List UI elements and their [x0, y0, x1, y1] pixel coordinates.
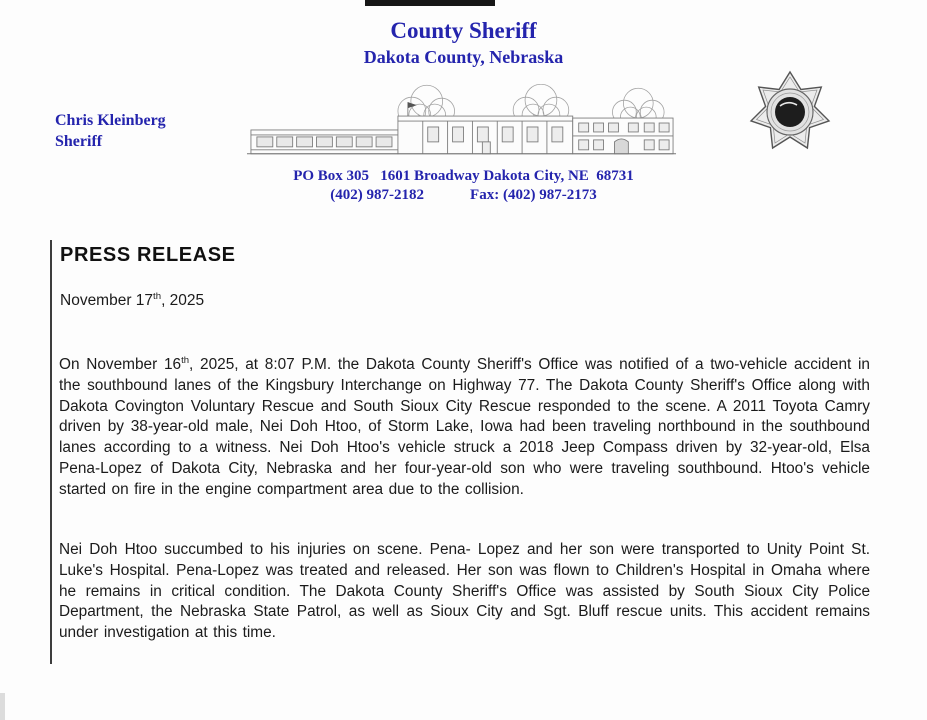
release-date-ordinal: th — [153, 290, 162, 302]
release-date-prefix: November 17 — [60, 292, 154, 309]
press-paragraph-2 — [59, 540, 870, 644]
agency-subtitle: Dakota County, Nebraska — [363, 47, 564, 67]
phone-fax-line — [0, 187, 927, 204]
scan-artifact-left-edge — [0, 693, 5, 720]
sheriff-title: Sheriff — [55, 133, 103, 150]
press-release-side-rule — [50, 240, 52, 664]
press-release-heading: PRESS RELEASE — [60, 244, 236, 266]
scan-artifact-top-bar — [365, 0, 495, 6]
paragraph-1-text: , 2025, at 8:07 P.M. the Dakota County Sheriff's Office was notified of a two-vehicle accident in the southbound lanes of the Kingsbury Interchange on Highway 77. The Dakota County Sheriff's Office along with Dakota Covington Voluntary Rescue and South Sioux City Rescue responded to the scene. A 2011 Toyota Camry driven by 38-year-old male, Nei Doh Htoo, of Storm Lake, Iowa had been traveling northbound in the southbound lanes according to a witness. Nei Doh Htoo's vehicle struck a 2018 Jeep Compass driven by 32-year-old, Elsa Pena-Lopez of Dakota City, Nebraska and her four-year-old son who were traveling southbound. Htoo's vehicle started on fire in the engine compartment area due to the collision. — [59, 356, 870, 498]
sheriff-name: Chris Kleinberg — [55, 112, 166, 129]
courthouse-building-icon — [243, 84, 680, 166]
sheriff-name-block — [55, 110, 166, 152]
address-line: PO Box 305 1601 Broadway Dakota City, NE 68731 — [293, 168, 634, 184]
phone-number: (402) 987-2182 — [330, 187, 425, 203]
paragraph-1-ordinal: th — [181, 354, 190, 366]
sheriff-star-badge-icon — [740, 60, 840, 165]
fax-number: Fax: (402) 987-2173 — [470, 187, 597, 203]
paragraph-2-text: Nei Doh Htoo succumbed to his injuries on scene. Pena- Lopez and her son were transported to Unity Point St. Luke's Hospital. Pena-Lopez was treated and released. Her son was flown to Children's Hospital in Omaha where he remains in critical condition. The Dakota County Sheriff's Office was assisted by South Sioux City Police Department, the Nebraska State Patrol, as well as Sioux City and Sgt. Bluff rescue units. This accident remains under investigation at this time. — [59, 541, 870, 642]
agency-title: County Sheriff — [390, 18, 537, 43]
release-date — [60, 292, 204, 310]
release-date-suffix: , 2025 — [161, 292, 205, 309]
paragraph-1-prefix: On November 16 — [59, 356, 182, 373]
press-paragraph-1 — [59, 355, 870, 501]
